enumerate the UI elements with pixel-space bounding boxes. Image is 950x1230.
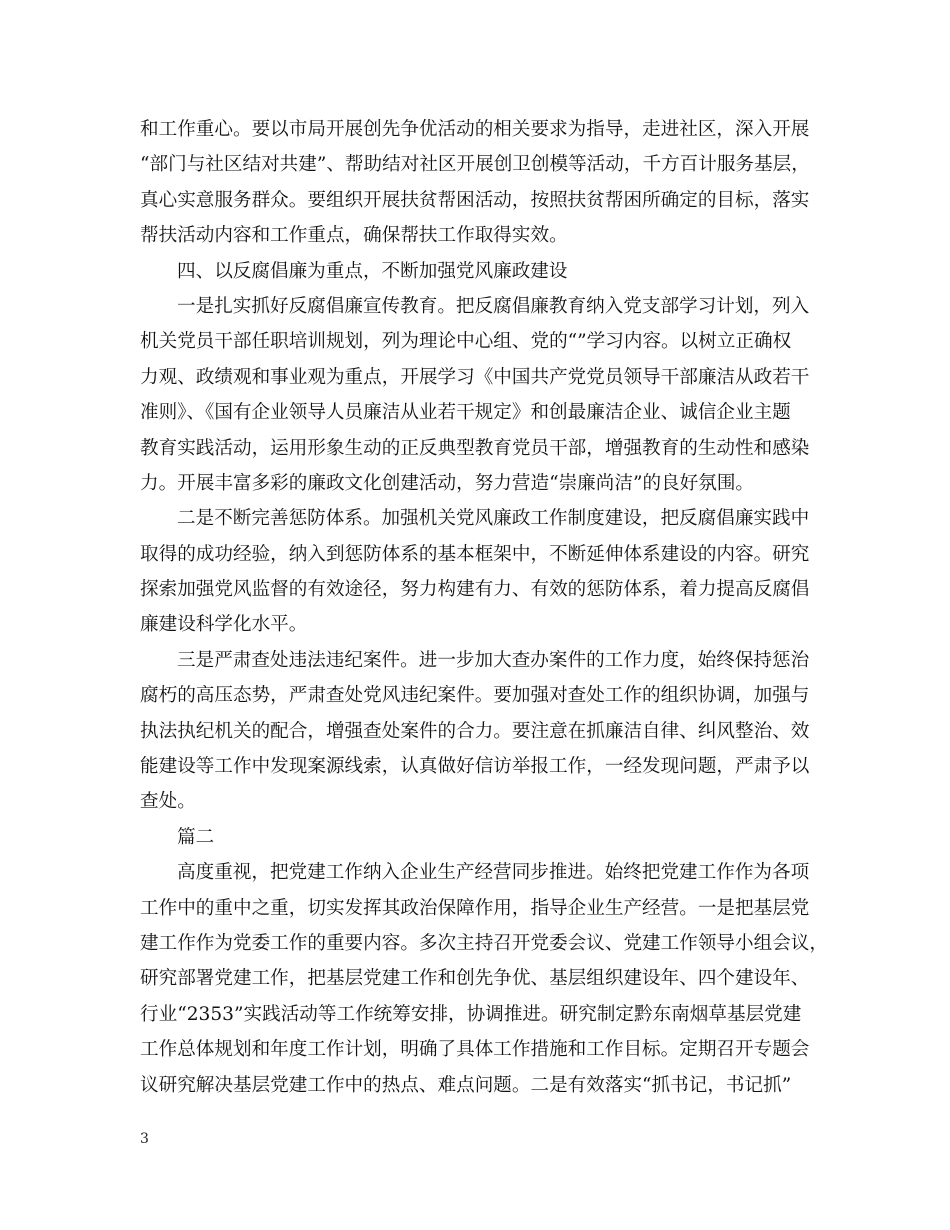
body-text-line: 一是扎实抓好反腐倡廉宣传教育。把反腐倡廉教育纳入党支部学习计划，列入 — [177, 295, 810, 317]
body-text-line: 机关党员干部任职培训规划，列为理论中心组、党的“”学习内容。以树立正确权 — [140, 331, 792, 353]
body-text-line: 工作中的重中之重，切实发挥其政治保障作用，指导企业生产经营。一是把基层党 — [140, 897, 810, 919]
body-text-line: 力。开展丰富多彩的廉政文化创建活动，努力营造“崇廉尚洁”的良好氛围。 — [140, 472, 755, 494]
body-text-line: 准则》、《国有企业领导人员廉洁从业若干规定》和创最廉洁企业、诚信企业主题 — [140, 402, 791, 424]
body-text-line: “部门与社区结对共建”、帮助结对社区开展创卫创模等活动，千方百计服务基层， — [140, 154, 810, 176]
body-text-line: 能建设等工作中发现案源线索，认真做好信访举报工作，一经发现问题，严肃予以 — [140, 756, 810, 778]
body-text-line: 二是不断完善惩防体系。加强机关党风廉政工作制度建设，把反腐倡廉实践中 — [177, 508, 810, 530]
part-heading: 篇二 — [177, 826, 215, 848]
body-text-line: 议研究解决基层党建工作中的热点、难点问题。二是有效落实“抓书记，书记抓” — [140, 1074, 792, 1096]
body-text-line: 工作总体规划和年度工作计划，明确了具体工作措施和工作目标。定期召开专题会 — [140, 1039, 810, 1061]
body-text-line: 廉建设科学化水平。 — [140, 614, 308, 636]
body-text-line: 力观、政绩观和事业观为重点，开展学习《中国共产党党员领导干部廉洁从政若干 — [140, 366, 810, 388]
body-text-line: 腐朽的高压态势，严肃查处党风违纪案件。要加强对查处工作的组织协调，加强与 — [140, 685, 810, 707]
body-text-line: 研究部署党建工作，把基层党建工作和创先争优、基层组织建设年、四个建设年、 — [140, 968, 810, 990]
body-text-line: 探索加强党风监督的有效途径，努力构建有力、有效的惩防体系，着力提高反腐倡 — [140, 579, 810, 601]
document-body — [140, 112, 828, 1103]
body-text-line: 执法执纪机关的配合，增强查处案件的合力。要注意在抓廉洁自律、纠风整治、效 — [140, 720, 810, 742]
body-text-line: 真心实意服务群众。要组织开展扶贫帮困活动，按照扶贫帮困所确定的目标，落实 — [140, 189, 810, 211]
body-text-line: 教育实践活动，运用形象生动的正反典型教育党员干部，增强教育的生动性和感染 — [140, 437, 810, 459]
body-text-line: 三是严肃查处违法违纪案件。进一步加大查办案件的工作力度，始终保持惩治 — [177, 649, 810, 671]
body-text-line: 和工作重心。要以市局开展创先争优活动的相关要求为指导，走进社区，深入开展 — [140, 119, 810, 140]
section-heading: 四、以反腐倡廉为重点，不断加强党风廉政建设 — [177, 260, 568, 282]
body-text-line: 取得的成功经验，纳入到惩防体系的基本框架中，不断延伸体系建设的内容。研究 — [140, 543, 810, 565]
body-text-line: 行业“2353”实践活动等工作统筹安排，协调推进。研究制定黔东南烟草基层党建 — [140, 1003, 802, 1025]
page-number: 3 — [140, 1131, 149, 1147]
body-text-line: 帮扶活动内容和工作重点，确保帮扶工作取得实效。 — [140, 225, 568, 247]
body-text-line: 建工作作为党委工作的重要内容。多次主持召开党委会议、党建工作领导小组会议， — [140, 932, 828, 954]
body-text-line: 高度重视，把党建工作纳入企业生产经营同步推进。始终把党建工作作为各项 — [177, 862, 810, 884]
body-text-line: 查处。 — [140, 791, 196, 813]
